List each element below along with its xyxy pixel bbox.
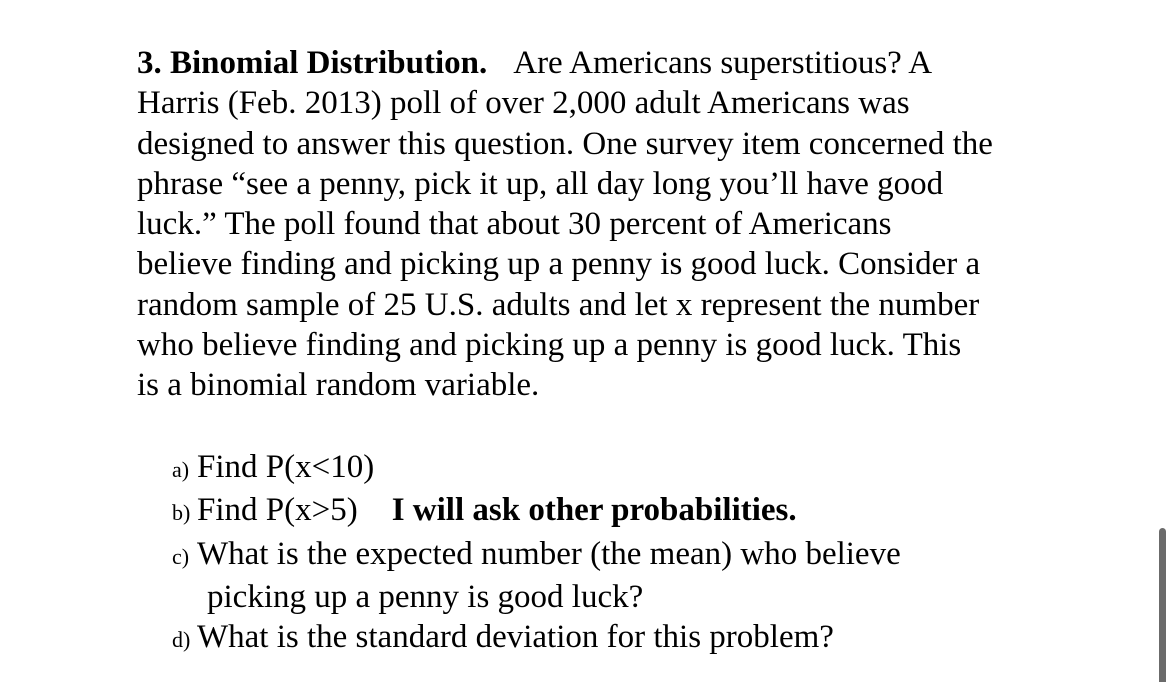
part-text: Find P(x<10) [197, 449, 375, 485]
question-part-b [172, 490, 1132, 533]
problem-line: random sample of 25 U.S. adults and let x represent the number [137, 286, 980, 323]
problem-line: who believe finding and picking up a penny is good luck. This [137, 327, 962, 364]
problem-line [137, 43, 1137, 83]
problem-heading: 3. Binomial Distribution. [137, 45, 488, 81]
instructor-note: I will ask other probabilities. [391, 492, 797, 529]
part-label: c) [172, 543, 190, 569]
question-part-c-continuation: picking up a penny is good luck? [207, 578, 644, 615]
question-part-d [172, 617, 1132, 660]
problem-text [137, 43, 1137, 406]
part-label: d) [172, 627, 191, 653]
question-parts-list [172, 447, 1132, 660]
part-text: What is the expected number (the mean) who believe [197, 535, 901, 572]
vertical-scrollbar[interactable] [1159, 528, 1166, 682]
problem-line: believe finding and picking up a penny is good luck. Consider a [137, 246, 981, 283]
part-text: Find P(x>5) [197, 492, 358, 529]
problem-line: Harris (Feb. 2013) poll of over 2,000 adult Americans was [137, 85, 910, 122]
problem-line: luck.” The poll found that about 30 percent of Americans [137, 206, 892, 243]
part-label: b) [172, 500, 191, 526]
problem-line-text: Are Americans superstitious? A [513, 45, 933, 81]
part-label: a) [172, 457, 190, 482]
problem-line: designed to answer this question. One survey item concerned the [137, 125, 993, 162]
question-part-a [172, 447, 1132, 490]
problem-line: is a binomial random variable. [137, 367, 540, 404]
problem-line: phrase “see a penny, pick it up, all day long you’ll have good [137, 165, 944, 202]
part-text: What is the standard deviation for this problem? [197, 619, 834, 656]
question-part-c [172, 534, 1132, 577]
